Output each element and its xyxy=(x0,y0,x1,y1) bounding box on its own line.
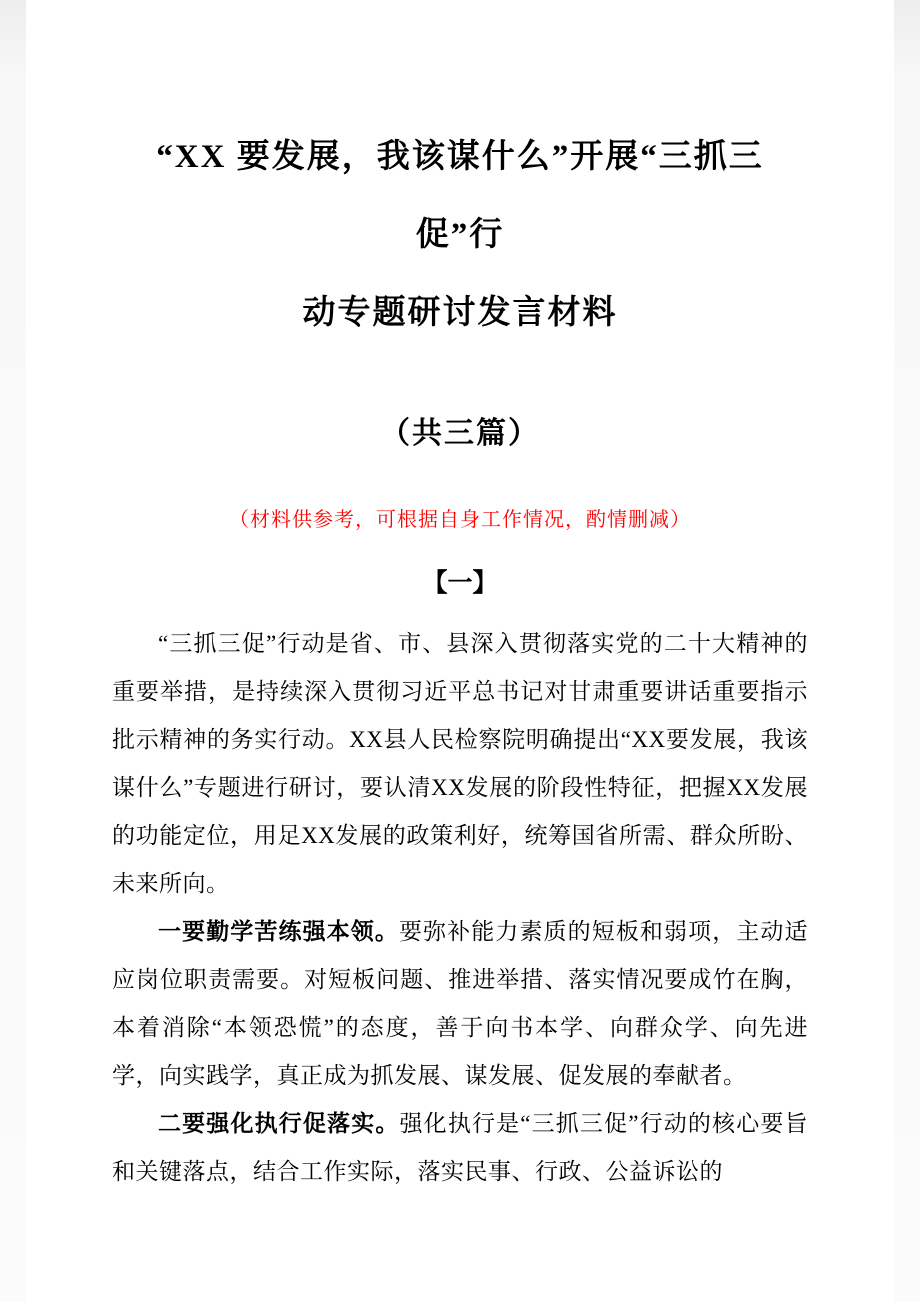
reference-note: （材料供参考，可根据自身工作情况，酌情删减） xyxy=(229,509,691,531)
document-title xyxy=(112,0,808,352)
paragraph-3-lead: 二要强化执行促落实。 xyxy=(158,1111,400,1136)
paragraph-2-lead: 一要勤学苦练强本领。 xyxy=(158,919,399,944)
section-marker: 【一】 xyxy=(422,570,498,597)
paragraph-1-text: “三抓三促”行动是省、市、县深入贯彻落实党的二十大精神的重要举措，是持续深入贯彻习近平总书记对甘肃重要讲话重要指示批示精神的务实行动。XX县人民检察院明确提出“XX要发展，我该谋什么”专题进行研讨，要认清XX发展的阶段性特征，把握XX发展的功能定位，用足XX发展的政策利好，统筹国省所需、群众所盼、未来所向。 xyxy=(112,631,808,896)
document-body xyxy=(112,620,808,1196)
paragraph-2 xyxy=(112,908,808,1100)
title-line-1: “XX 要发展，我该谋什么”开展“三抓三 xyxy=(156,139,764,175)
paragraph-3 xyxy=(112,1100,808,1196)
paragraph-2-text: 要弥补能力素质的短板和弱项，主动适应岗位职责需要。对短板问题、推进举措、落实情况要成竹在胸，本着消除“本领恐慌”的态度，善于向书本学、向群众学、向先进学，向实践学，真正成为抓发展、谋发展、促发展的奉献者。 xyxy=(112,919,809,1088)
title-line-3: 动专题研讨发言材料 xyxy=(302,295,618,331)
document-subtitle: （共三篇） xyxy=(380,417,540,450)
paragraph-1 xyxy=(112,620,808,908)
title-line-2: 促”行 xyxy=(415,217,505,253)
paragraph-3-text: 强化执行是“三抓三促”行动的核心要旨和关键落点，结合工作实际，落实民事、行政、公益诉讼的 xyxy=(112,1111,809,1184)
